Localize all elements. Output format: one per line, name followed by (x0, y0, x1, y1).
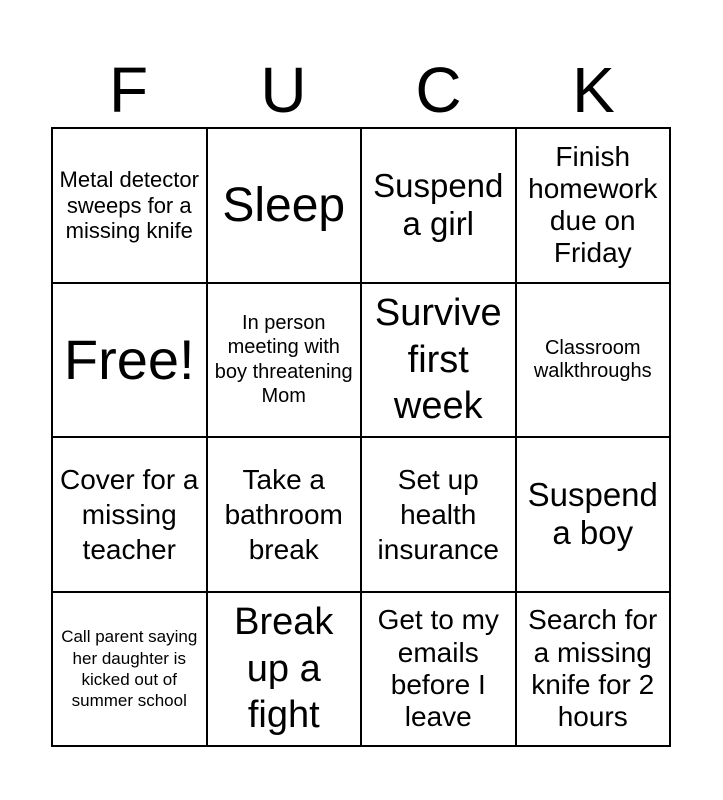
header-letter-k: K (572, 54, 615, 126)
free-space[interactable]: Free! (53, 284, 208, 439)
bingo-cell[interactable]: Survive first week (362, 284, 517, 439)
bingo-cell[interactable]: Suspend a girl (362, 129, 517, 284)
bingo-cell[interactable]: Search for a missing knife for 2 hours (517, 593, 672, 748)
bingo-cell[interactable]: Suspend a boy (517, 438, 672, 593)
bingo-cell[interactable]: Call parent saying her daughter is kicked out of summer school (53, 593, 208, 748)
bingo-header (51, 52, 671, 128)
header-letter-u: U (260, 54, 307, 126)
header-letter-c: C (415, 54, 462, 126)
bingo-cell[interactable]: Sleep (208, 129, 363, 284)
bingo-cell[interactable]: Metal detector sweeps for a missing knife (53, 129, 208, 284)
bingo-cell[interactable]: Cover for a missing teacher (53, 438, 208, 593)
bingo-cell[interactable]: Break up a fight (208, 593, 363, 748)
bingo-cell[interactable]: Classroom walkthroughs (517, 284, 672, 439)
bingo-cell[interactable]: Get to my emails before I leave (362, 593, 517, 748)
bingo-cell[interactable]: Take a bathroom break (208, 438, 363, 593)
bingo-cell[interactable]: In person meeting with boy threatening Mom (208, 284, 363, 439)
header-letter-f: F (108, 54, 149, 126)
bingo-cell[interactable]: Finish homework due on Friday (517, 129, 672, 284)
bingo-grid (51, 127, 671, 747)
bingo-cell[interactable]: Set up health insurance (362, 438, 517, 593)
